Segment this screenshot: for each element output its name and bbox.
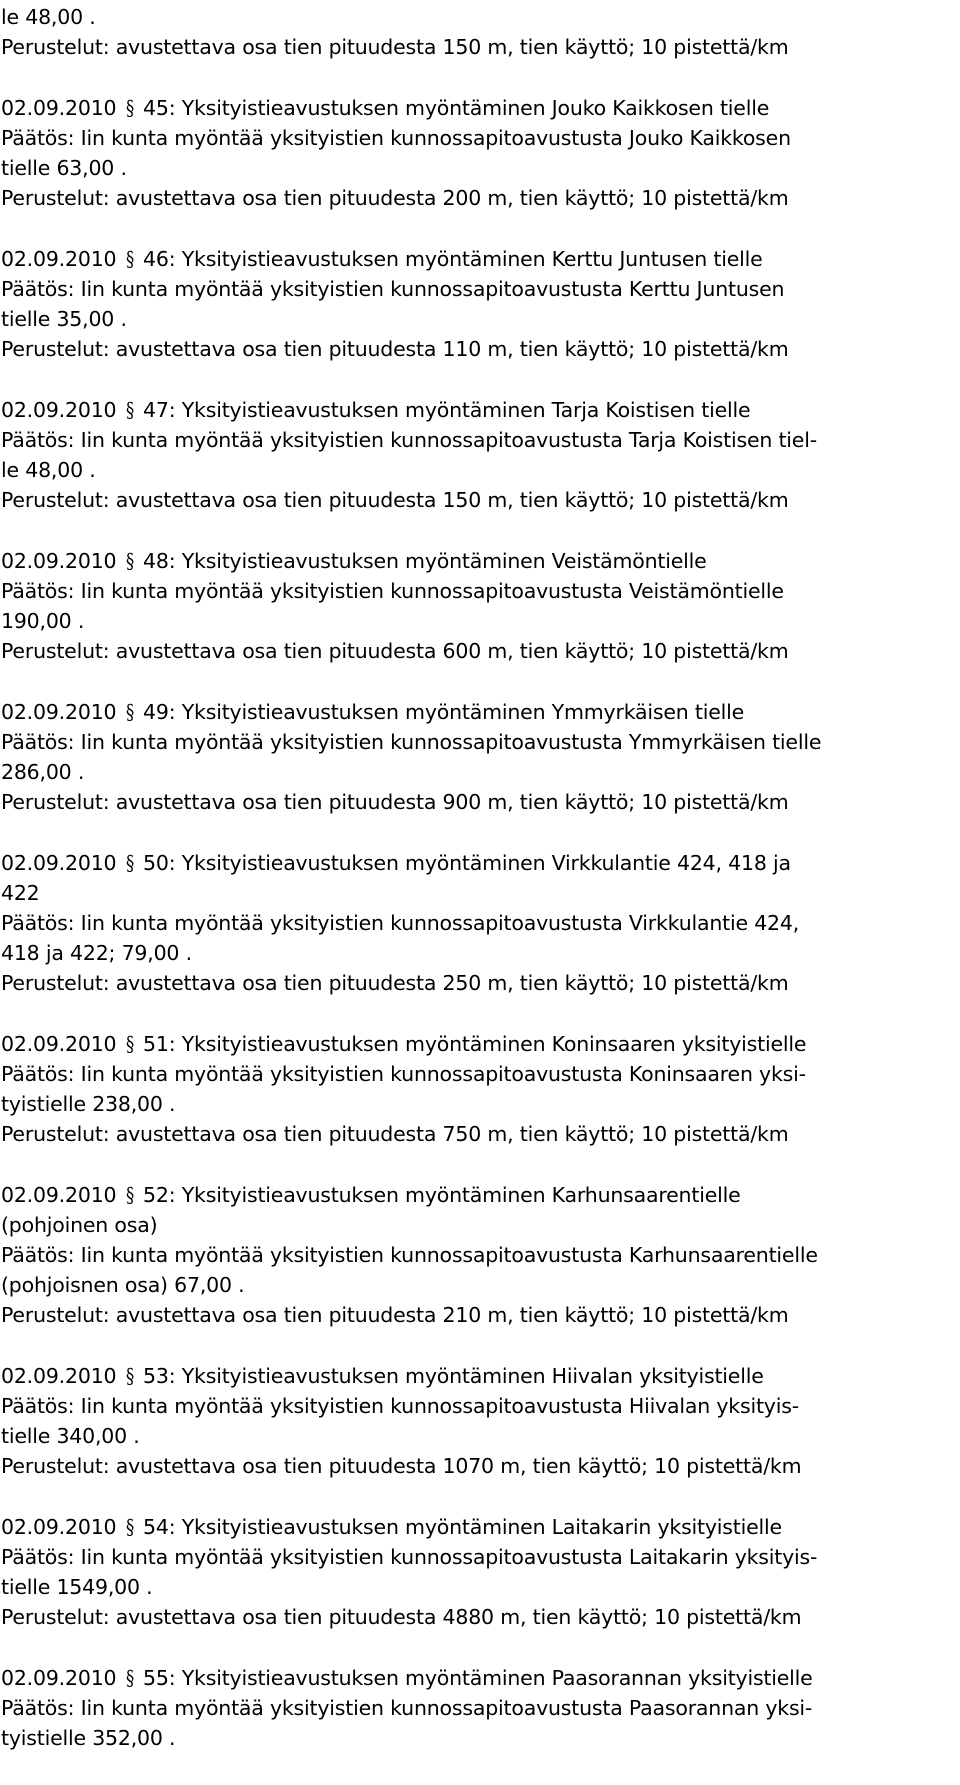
entry-date: 02.09.2010 — [1, 700, 117, 724]
section-sign-icon: § — [125, 1515, 134, 1539]
entry-line: (pohjoinen osa) — [1, 1213, 158, 1237]
entry-title: 52: Yksityistieavustuksen myöntäminen Karhunsaarentielle — [136, 1183, 741, 1207]
entry-line: Päätös: Iin kunta myöntää yksityistien kunnossapitoavustusta Kerttu Juntusen — [1, 277, 785, 301]
entry-line: Päätös: Iin kunta myöntää yksityistien kunnossapitoavustusta Koninsaaren yksi- — [1, 1062, 806, 1086]
section-sign-icon: § — [125, 1666, 134, 1690]
entry-line: tielle 340,00 . — [1, 1424, 140, 1448]
entry-date: 02.09.2010 — [1, 1515, 117, 1539]
section-sign-icon: § — [125, 1364, 134, 1388]
entry-date: 02.09.2010 — [1, 398, 117, 422]
decision-entry — [1, 1512, 960, 1632]
decision-entry — [1, 546, 960, 666]
entry-heading — [1, 395, 960, 425]
entry-title: 45: Yksityistieavustuksen myöntäminen Jouko Kaikkosen tielle — [136, 96, 770, 120]
entry-heading — [1, 1029, 960, 1059]
entry-heading — [1, 546, 960, 576]
entry-line: Perustelut: avustettava osa tien pituudesta 250 m, tien käyttö; 10 pistettä/km — [1, 971, 789, 995]
section-sign-icon: § — [125, 851, 134, 875]
entry-date: 02.09.2010 — [1, 1666, 117, 1690]
entry-line: Perustelut: avustettava osa tien pituudesta 900 m, tien käyttö; 10 pistettä/km — [1, 790, 789, 814]
entry-title: 50: Yksityistieavustuksen myöntäminen Virkkulantie 424, 418 ja — [136, 851, 791, 875]
entry-line: 422 — [1, 881, 40, 905]
entry-heading — [1, 244, 960, 274]
decision-entry — [1, 93, 960, 213]
entry-line: tyistielle 352,00 . — [1, 1726, 176, 1750]
entry-title: 48: Yksityistieavustuksen myöntäminen Veistämöntielle — [136, 549, 707, 573]
entry-title: 47: Yksityistieavustuksen myöntäminen Tarja Koistisen tielle — [136, 398, 751, 422]
entry-line: Perustelut: avustettava osa tien pituudesta 600 m, tien käyttö; 10 pistettä/km — [1, 639, 789, 663]
section-sign-icon: § — [125, 700, 134, 724]
section-sign-icon: § — [125, 549, 134, 573]
section-sign-icon: § — [125, 96, 134, 120]
entry-date: 02.09.2010 — [1, 1364, 117, 1388]
lead-line: le 48,00 . — [1, 5, 96, 29]
decision-entry — [1, 395, 960, 515]
entry-heading — [1, 1361, 960, 1391]
entry-date: 02.09.2010 — [1, 96, 117, 120]
entry-heading — [1, 1180, 960, 1210]
entry-line: Päätös: Iin kunta myöntää yksityistien kunnossapitoavustusta Ymmyrkäisen tielle — [1, 730, 822, 754]
decision-entry — [1, 1029, 960, 1149]
entry-line: Perustelut: avustettava osa tien pituudesta 1070 m, tien käyttö; 10 pistettä/km — [1, 1454, 802, 1478]
entry-line: le 48,00 . — [1, 458, 96, 482]
entry-line: 190,00 . — [1, 609, 85, 633]
decision-entry — [1, 244, 960, 364]
entry-title: 46: Yksityistieavustuksen myöntäminen Kerttu Juntusen tielle — [136, 247, 763, 271]
entry-line: Perustelut: avustettava osa tien pituudesta 4880 m, tien käyttö; 10 pistettä/km — [1, 1605, 802, 1629]
decision-entry — [1, 1180, 960, 1330]
entry-date: 02.09.2010 — [1, 549, 117, 573]
entry-line: tielle 35,00 . — [1, 307, 127, 331]
section-sign-icon: § — [125, 1032, 134, 1056]
entry-line: Perustelut: avustettava osa tien pituudesta 210 m, tien käyttö; 10 pistettä/km — [1, 1303, 789, 1327]
entry-line: Perustelut: avustettava osa tien pituudesta 750 m, tien käyttö; 10 pistettä/km — [1, 1122, 789, 1146]
decision-entry — [1, 697, 960, 817]
entry-date: 02.09.2010 — [1, 247, 117, 271]
entry-date: 02.09.2010 — [1, 851, 117, 875]
entry-heading — [1, 848, 960, 878]
leading-fragment — [1, 2, 960, 62]
entry-heading — [1, 1663, 960, 1693]
entry-date: 02.09.2010 — [1, 1183, 117, 1207]
entry-line: Päätös: Iin kunta myöntää yksityistien kunnossapitoavustusta Jouko Kaikkosen — [1, 126, 791, 150]
entry-title: 55: Yksityistieavustuksen myöntäminen Paasorannan yksityistielle — [136, 1666, 813, 1690]
entry-line: 418 ja 422; 79,00 . — [1, 941, 192, 965]
entry-title: 53: Yksityistieavustuksen myöntäminen Hiivalan yksityistielle — [136, 1364, 764, 1388]
entry-line: Perustelut: avustettava osa tien pituudesta 150 m, tien käyttö; 10 pistettä/km — [1, 488, 789, 512]
entry-line: Päätös: Iin kunta myöntää yksityistien kunnossapitoavustusta Paasorannan yksi- — [1, 1696, 813, 1720]
entry-date: 02.09.2010 — [1, 1032, 117, 1056]
decision-entry — [1, 1361, 960, 1481]
entry-line: (pohjoisnen osa) 67,00 . — [1, 1273, 245, 1297]
entry-heading — [1, 1512, 960, 1542]
decision-entry — [1, 1663, 960, 1753]
entry-line: tyistielle 238,00 . — [1, 1092, 176, 1116]
section-sign-icon: § — [125, 398, 134, 422]
section-sign-icon: § — [125, 247, 134, 271]
entry-line: Perustelut: avustettava osa tien pituudesta 200 m, tien käyttö; 10 pistettä/km — [1, 186, 789, 210]
section-sign-icon: § — [125, 1183, 134, 1207]
decision-entry — [1, 848, 960, 998]
entry-line: Päätös: Iin kunta myöntää yksityistien kunnossapitoavustusta Veistämöntielle — [1, 579, 784, 603]
lead-line: Perustelut: avustettava osa tien pituudesta 150 m, tien käyttö; 10 pistettä/km — [1, 35, 789, 59]
entry-line: tielle 63,00 . — [1, 156, 127, 180]
entry-title: 54: Yksityistieavustuksen myöntäminen Laitakarin yksityistielle — [136, 1515, 782, 1539]
entry-line: 286,00 . — [1, 760, 85, 784]
entry-line: Päätös: Iin kunta myöntää yksityistien kunnossapitoavustusta Karhunsaarentielle — [1, 1243, 818, 1267]
entry-line: Päätös: Iin kunta myöntää yksityistien kunnossapitoavustusta Hiivalan yksityis- — [1, 1394, 799, 1418]
entry-title: 49: Yksityistieavustuksen myöntäminen Ymmyrkäisen tielle — [136, 700, 745, 724]
entry-title: 51: Yksityistieavustuksen myöntäminen Koninsaaren yksityistielle — [136, 1032, 807, 1056]
entry-line: tielle 1549,00 . — [1, 1575, 153, 1599]
entry-heading — [1, 697, 960, 727]
entry-line: Päätös: Iin kunta myöntää yksityistien kunnossapitoavustusta Tarja Koistisen tiel- — [1, 428, 817, 452]
entry-heading — [1, 93, 960, 123]
entry-line: Päätös: Iin kunta myöntää yksityistien kunnossapitoavustusta Virkkulantie 424, — [1, 911, 800, 935]
entry-line: Perustelut: avustettava osa tien pituudesta 110 m, tien käyttö; 10 pistettä/km — [1, 337, 789, 361]
entry-line: Päätös: Iin kunta myöntää yksityistien kunnossapitoavustusta Laitakarin yksityis- — [1, 1545, 818, 1569]
